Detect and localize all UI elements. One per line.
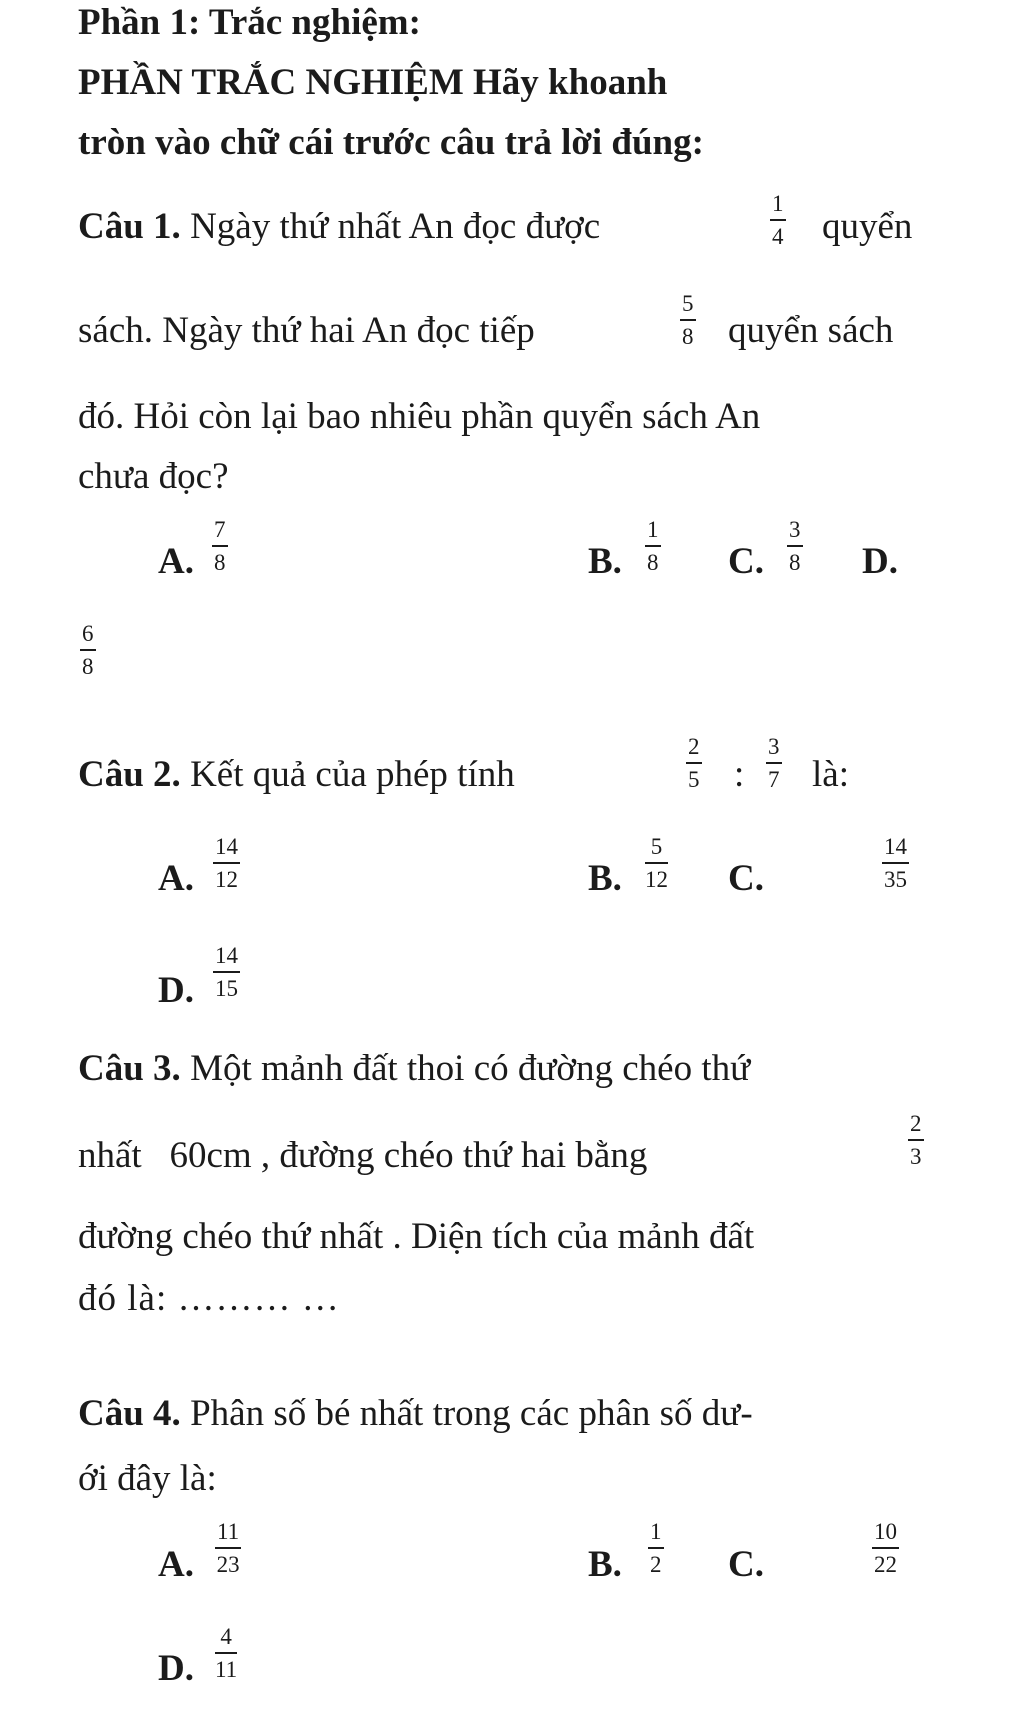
q4-option-c-letter[interactable]: C. [728,1544,764,1585]
q4-option-d-letter[interactable]: D. [158,1648,194,1689]
q3-fraction-1 [908,1112,924,1168]
q4-option-d-fraction [215,1625,237,1681]
numerator: 14 [215,943,238,968]
q4-option-b-fraction [648,1520,664,1576]
q1-line-2-text: sách. Ngày thứ hai An đọc tiếp [78,310,535,351]
q2-label: Câu 2. [78,754,181,795]
q2-option-a-letter[interactable]: A. [158,858,194,899]
q3-line-1 [78,1050,750,1087]
numerator: 14 [884,834,907,859]
q4-option-c-fraction [872,1520,899,1576]
denominator: 8 [789,550,801,575]
denominator: 8 [214,550,226,575]
denominator: 8 [647,550,659,575]
q1-option-d-fraction [80,622,96,678]
denominator: 7 [768,767,780,792]
q4-option-b-letter[interactable]: B. [588,1544,622,1585]
q2-text: Kết quả của phép tính [190,754,515,795]
numerator: 11 [217,1519,240,1544]
numerator: 3 [768,734,780,759]
q4-option-a-fraction [215,1520,241,1576]
numerator: 1 [650,1519,662,1544]
q2-option-a-fraction [213,835,240,891]
q3-line-4: đó là: ……… … [78,1278,340,1319]
numerator: 1 [772,191,784,216]
q1-option-c-fraction [787,518,803,574]
q2-option-d-letter[interactable]: D. [158,970,194,1011]
section-heading: Phần 1: Trắc nghiệm: [78,2,421,43]
numerator: 2 [688,734,700,759]
q4-line-1-text: Phân số bé nhất trong các phân số dư- [190,1393,753,1434]
denominator: 2 [650,1552,662,1577]
q1-fraction-2 [680,292,696,348]
denominator: 3 [910,1144,922,1169]
q1-line-1-text: Ngày thứ nhất An đọc được [190,206,601,247]
q1-label: Câu 1. [78,206,181,247]
q2-fraction-2 [766,735,782,791]
denominator: 23 [216,1552,240,1577]
q2-option-d-fraction [213,944,240,1000]
instruction-line-1: PHẦN TRẮC NGHIỆM Hãy khoanh [78,62,668,103]
instruction-line-2: tròn vào chữ cái trước câu trả lời đúng: [78,122,704,163]
q4-line-1 [78,1395,753,1432]
q1-line-4: chưa đọc? [78,456,229,497]
denominator: 35 [884,867,907,892]
q2-option-b-letter[interactable]: B. [588,858,622,899]
q1-line-1-tail: quyển [822,206,913,247]
denominator: 8 [682,324,694,349]
q1-option-a-letter[interactable]: A. [158,541,194,582]
q1-option-c-letter[interactable]: C. [728,541,764,582]
numerator: 5 [650,834,663,859]
q1-option-d-letter[interactable]: D. [862,541,898,582]
q2-option-c-letter[interactable]: C. [728,858,764,899]
denominator: 11 [215,1657,238,1682]
q3-line-2-text: nhất 60cm , đường chéo thứ hai bằng [78,1135,648,1176]
numerator: 1 [647,517,659,542]
denominator: 8 [82,654,94,679]
denominator: 5 [688,767,700,792]
numerator: 3 [789,517,801,542]
q1-option-b-letter[interactable]: B. [588,541,622,582]
q2-fraction-1 [686,735,702,791]
numerator: 4 [220,1624,232,1649]
numerator: 10 [874,1519,897,1544]
q3-line-3: đường chéo thứ nhất . Diện tích của mảnh đất [78,1216,755,1257]
denominator: 12 [645,867,668,892]
q1-option-a-fraction [212,518,228,574]
denominator: 15 [215,976,238,1001]
denominator: 22 [874,1552,897,1577]
numerator: 7 [214,517,226,542]
q4-label: Câu 4. [78,1393,181,1434]
q3-label: Câu 3. [78,1048,181,1089]
q4-line-2: ới đây là: [78,1458,217,1499]
q2-operator: : [734,754,745,795]
denominator: 12 [215,867,238,892]
numerator: 5 [682,291,694,316]
numerator: 2 [910,1111,922,1136]
q1-option-b-fraction [645,518,661,574]
q1-line-3: đó. Hỏi còn lại bao nhiêu phần quyển sách An [78,396,761,437]
q4-option-a-letter[interactable]: A. [158,1544,194,1585]
q1-line-2-tail: quyển sách [728,310,894,351]
numerator: 14 [215,834,238,859]
q1-fraction-1 [770,192,786,248]
numerator: 6 [82,621,94,646]
q2-option-c-fraction [882,835,909,891]
q2-option-b-fraction [645,835,668,891]
q2-line [78,756,515,793]
q3-line-1-text: Một mảnh đất thoi có đường chéo thứ [190,1048,751,1089]
q1-line-1 [78,208,600,245]
denominator: 4 [772,224,784,249]
q2-tail: là: [812,754,849,795]
